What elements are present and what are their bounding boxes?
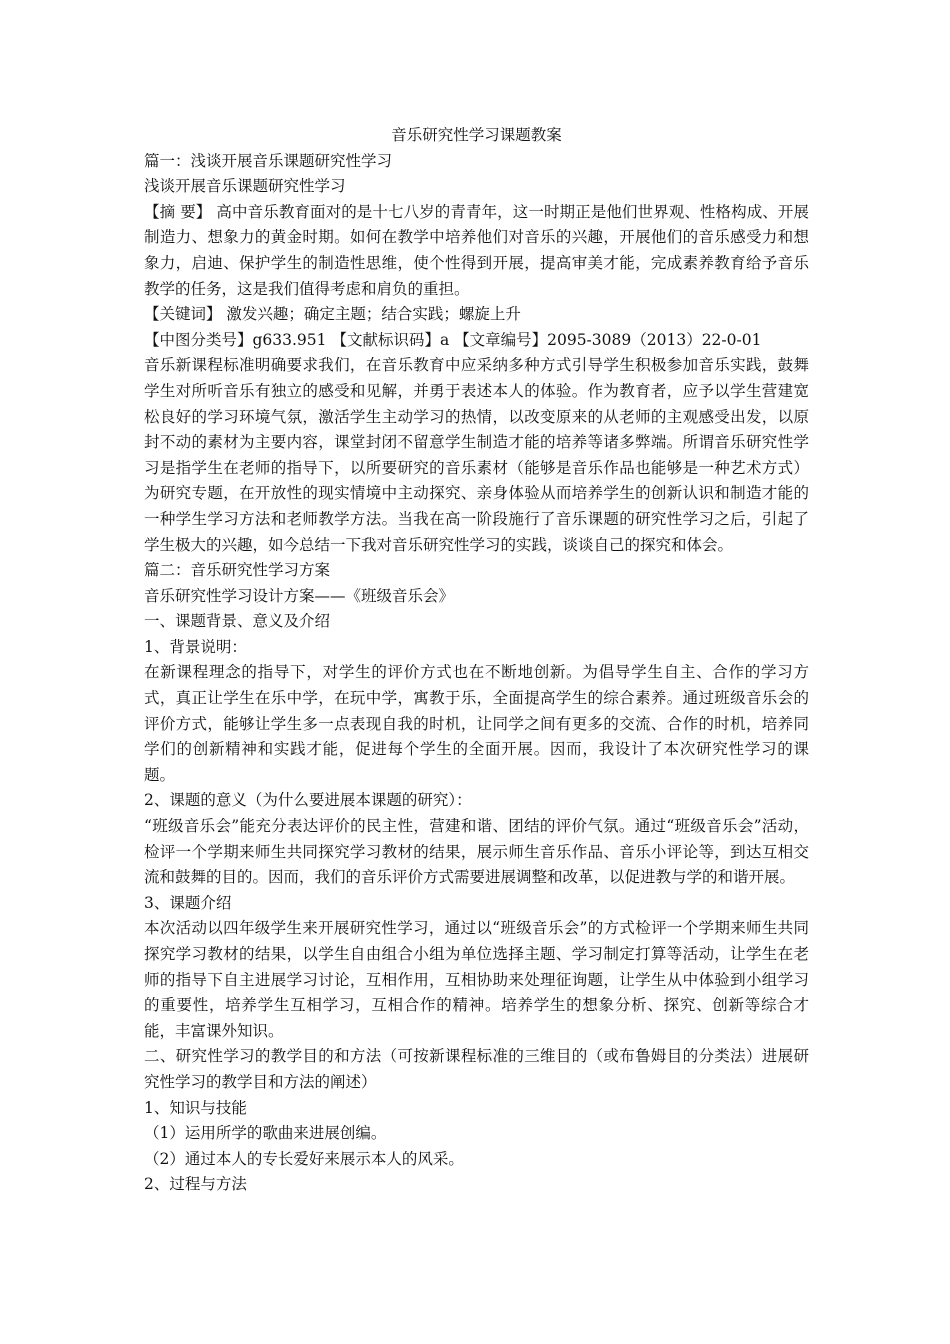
paragraph: 一、课题背景、意义及介绍 — [144, 612, 331, 631]
paragraph: 【中图分类号】g633.951 【文献标识码】a 【文章编号】2095-3089（2013）22-0-01 — [144, 330, 762, 349]
paragraph: 2、课题的意义（为什么要进展本课题的研究）： — [144, 791, 472, 810]
paragraph: 音乐新课程标准明确要求我们，在音乐教育中应采纳多种方式引导学生积极参加音乐实践，鼓舞学生对所听音乐有独立的感受和见解，并勇于表述本人的体验。作为教育者，应予以学生营建宽松良好的学习环境气氛，激活学生主动学习的热情，以改变原来的从老师的主观感受出发，以原封不动的素材为主要内容，课堂封闭不留意学生制造才能的培养等诸多弊端。所谓音乐研究性学习是指学生在老师的指导下，以所要研究的音乐素材（能够是音乐作品也能够是一种艺术方式）为研究专题，在开放性的现实情境中主动探究、亲身体验从而培养学生的创新认识和制造才能的一种学生学习方法和老师教学方法。当我在高一阶段施行了音乐课题的研究性学习之后，引起了学生极大的兴趣，如今总结一下我对音乐研究性学习的实践，谈谈自己的探究和体会。 — [144, 356, 809, 554]
paragraph: 1、知识与技能 — [144, 1098, 247, 1117]
paragraph: 在新课程理念的指导下，对学生的评价方式也在不断地创新。为倡导学生自主、合作的学习方式，真正让学生在乐中学，在玩中学，寓教于乐，全面提高学生的综合素养。通过班级音乐会的评价方式，能够让学生多一点表现自我的时机，让同学之间有更多的交流、合作的时机，培养同学们的创新精神和实践才能，促进每个学生的全面开展。因而，我设计了本次研究性学习的课题。 — [144, 663, 809, 784]
paragraph: “班级音乐会”能充分表达评价的民主性，营建和谐、团结的评价气氛。通过“班级音乐会”活动，检评一个学期来师生共同探究学习教材的结果，展示师生音乐作品、音乐小评论等，到达互相交流和鼓舞的目的。因而，我们的音乐评价方式需要进展调整和改革，以促进教与学的和谐开展。 — [144, 817, 809, 887]
paragraph: 1、背景说明： — [144, 637, 247, 656]
document-body — [144, 149, 809, 1198]
paragraph: 本次活动以四年级学生来开展研究性学习，通过以“班级音乐会”的方式检评一个学期来师生共同探究学习教材的结果，以学生自由组合小组为单位选择主题、学习制定打算等活动，让学生在老师的指导下自主进展学习讨论，互相作用，互相协助来处理征询题，让学生从中体验到小组学习的重要性，培养学生互相学习，互相合作的精神。培养学生的想象分析、探究、创新等综合才能，丰富课外知识。 — [144, 919, 809, 1040]
paragraph: 2、过程与方法 — [144, 1175, 247, 1194]
paragraph: 篇一：浅谈开展音乐课题研究性学习 — [144, 151, 393, 170]
paragraph: 音乐研究性学习设计方案——《班级音乐会》 — [144, 586, 455, 605]
document-title: 音乐研究性学习课题教案 — [391, 126, 562, 144]
paragraph: 篇二：音乐研究性学习方案 — [144, 561, 331, 580]
paragraph: 【关键词】 激发兴趣；确定主题；结合实践；螺旋上升 — [144, 305, 521, 324]
paragraph: 浅谈开展音乐课题研究性学习 — [144, 177, 346, 196]
paragraph: 【摘 要】 高中音乐教育面对的是十七八岁的青青年，这一时期正是他们世界观、性格构成、开展制造力、想象力的黄金时期。如何在教学中培养他们对音乐的兴趣，开展他们的音乐感受力和想象力，启迪、保护学生的制造性思维，使个性得到开展，提高审美才能，完成素养教育给予音乐教学的任务，这是我们值得考虑和肩负的重担。 — [144, 202, 809, 298]
paragraph: （2）通过本人的专长爱好来展示本人的风采。 — [144, 1149, 464, 1168]
paragraph: 二、研究性学习的教学目的和方法（可按新课程标准的三维目的（或布鲁姆目的分类法）进展研究性学习的教学目和方法的阐述） — [144, 1047, 809, 1091]
document-page — [144, 123, 809, 1198]
paragraph: （1）运用所学的歌曲来进展创编。 — [144, 1124, 387, 1143]
paragraph: 3、课题介绍 — [144, 893, 232, 912]
